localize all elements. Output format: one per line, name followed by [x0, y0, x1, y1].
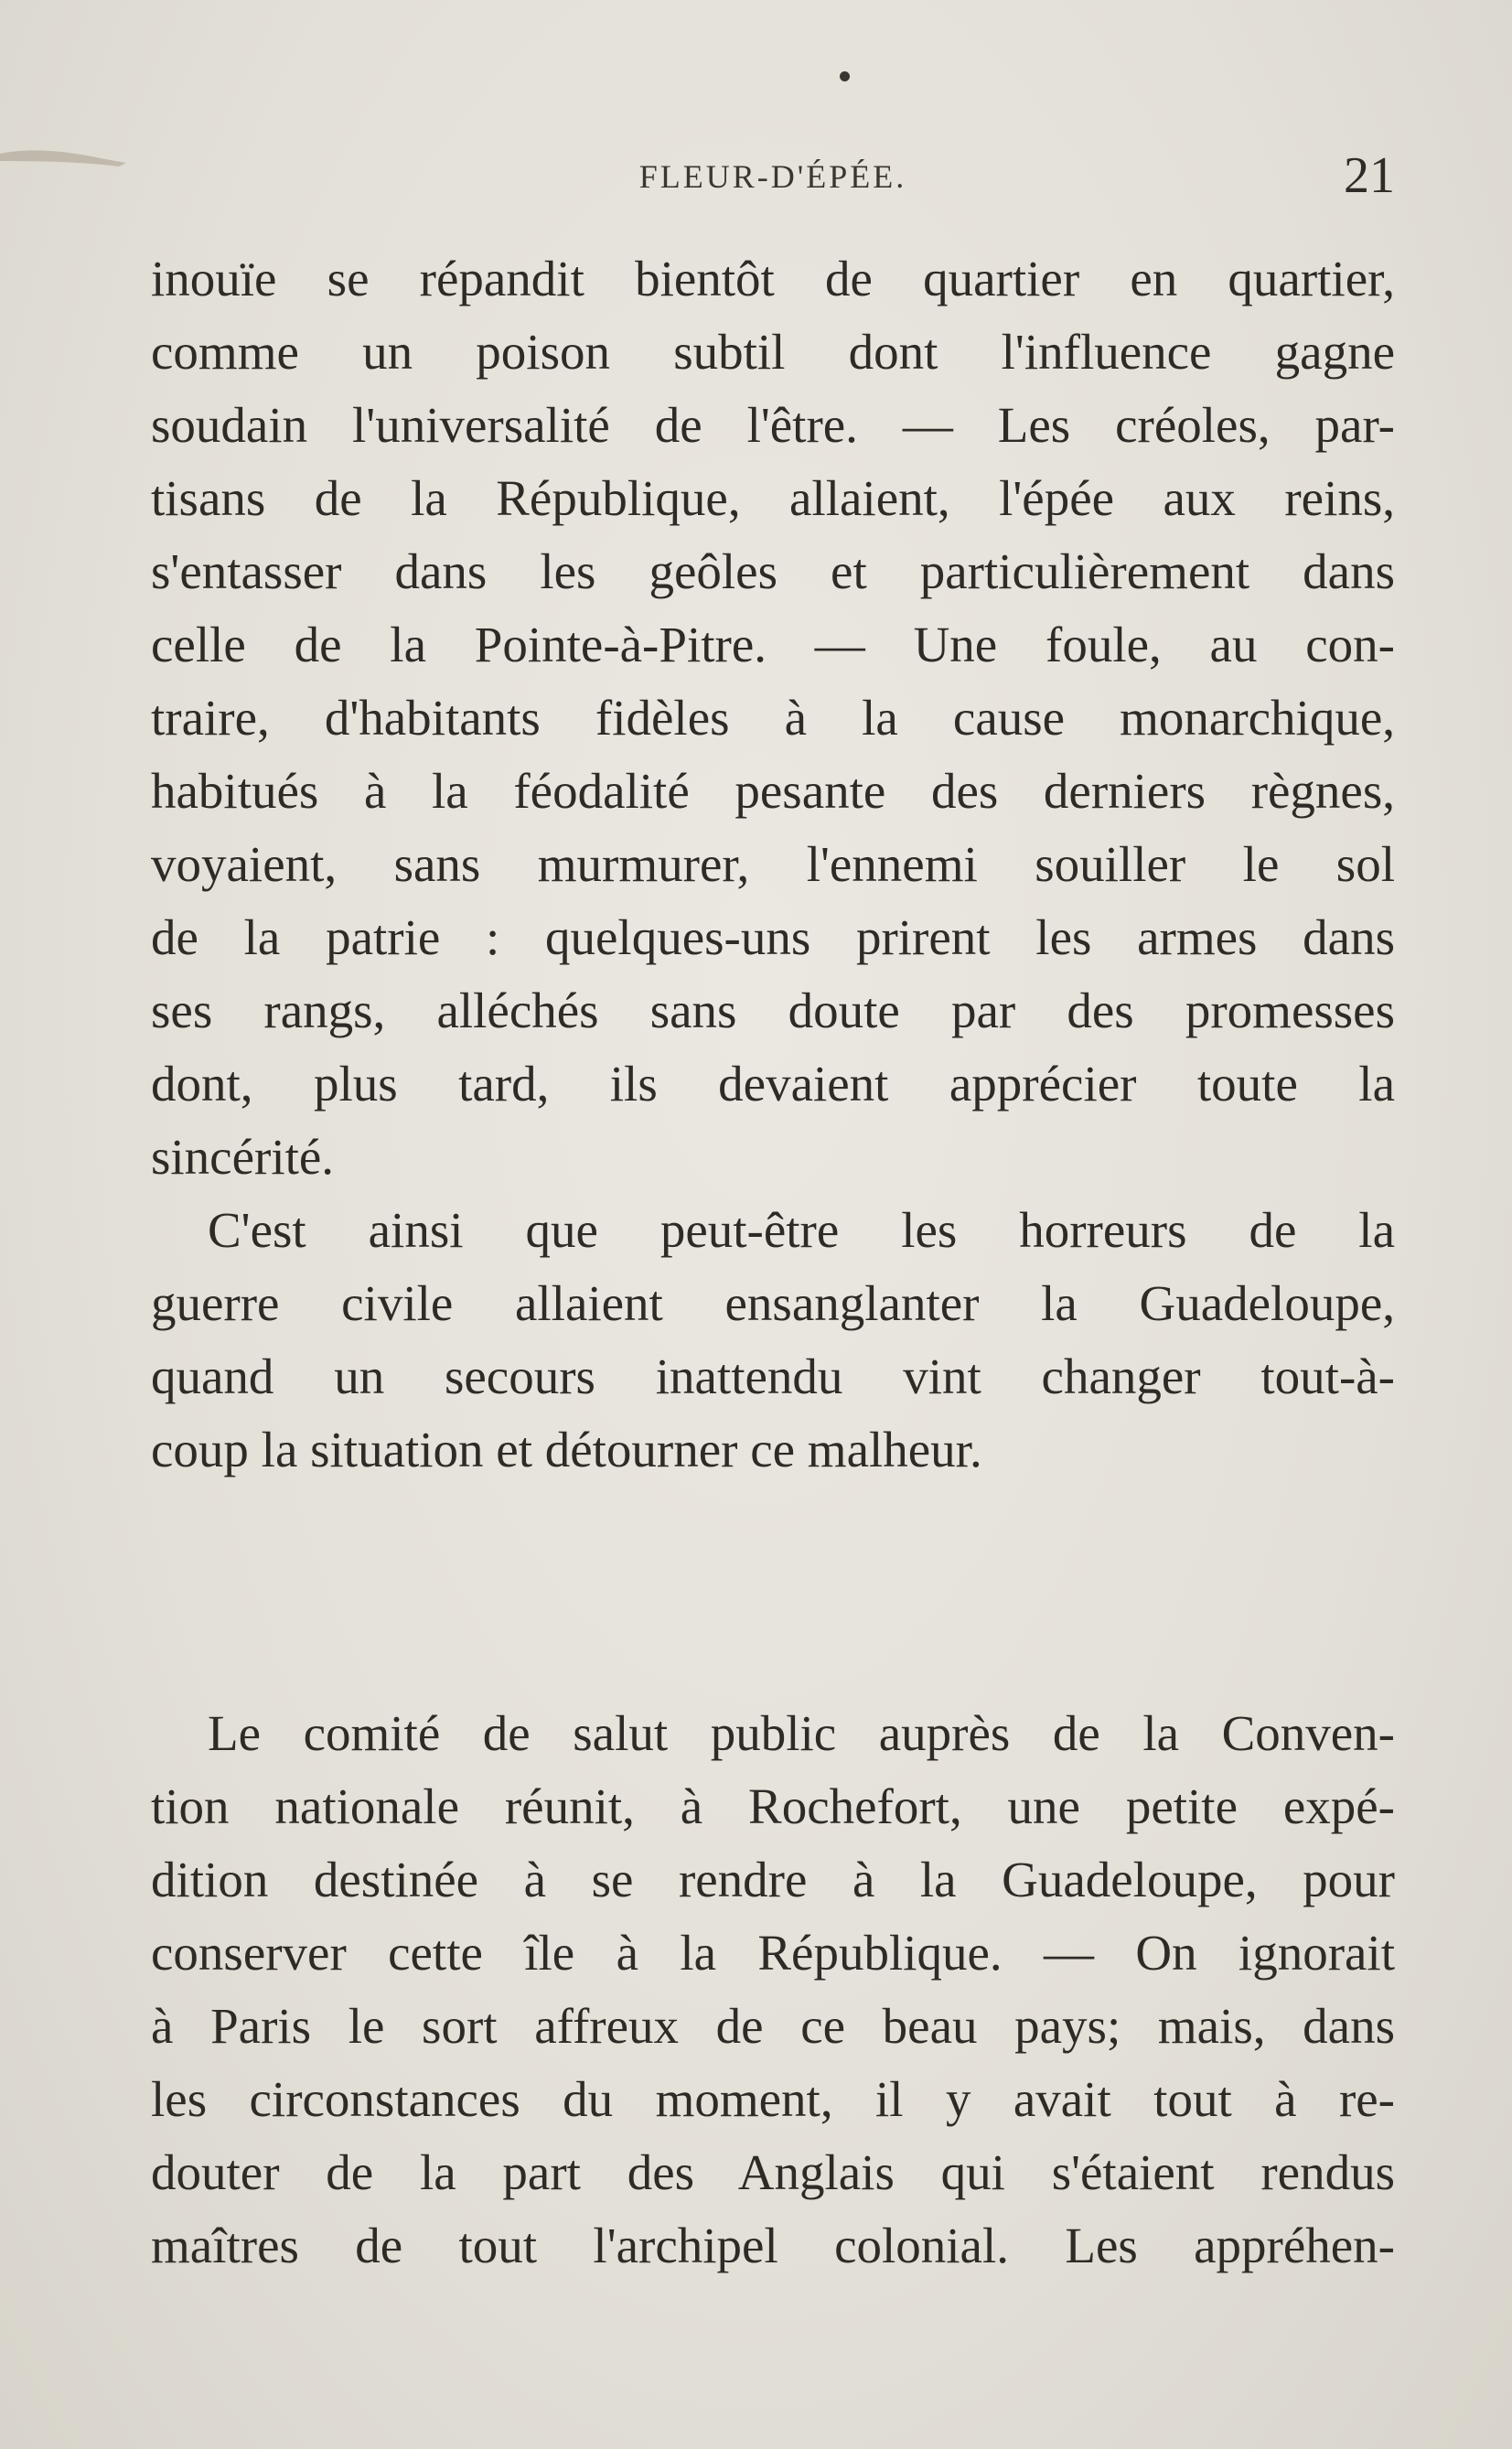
- text-line: traire, d'habitants fidèles à la cause monarchique,: [151, 690, 1395, 746]
- text-line: tisans de la République, allaient, l'épée aux reins,: [151, 470, 1395, 526]
- text-line: les circonstances du moment, il y avait tout à re-: [151, 2071, 1395, 2127]
- text-line: sincérité.: [151, 1129, 335, 1185]
- text-line: habitués à la féodalité pesante des derniers règnes,: [151, 763, 1395, 819]
- text-line: comme un poison subtil dont l'influence gagne: [151, 324, 1395, 380]
- paragraph: [151, 1194, 1395, 1487]
- page-number: 21: [1344, 147, 1395, 204]
- text-line: celle de la Pointe-à-Pitre. — Une foule, au con-: [151, 617, 1395, 672]
- text-line: tion nationale réunit, à Rochefort, une petite expé-: [151, 1778, 1395, 1834]
- lower-text-block: [151, 1697, 1395, 2283]
- text-line: quand un secours inattendu vint changer tout-à-: [151, 1348, 1395, 1404]
- text-line: dition destinée à se rendre à la Guadeloupe, pour: [151, 1852, 1395, 1907]
- text-line: soudain l'universalité de l'être. — Les créoles, par-: [151, 397, 1395, 453]
- text-line: inouïe se répandit bientôt de quartier en quartier,: [151, 251, 1395, 306]
- text-line: C'est ainsi que peut-être les horreurs de la: [208, 1202, 1395, 1258]
- text-line: s'entasser dans les geôles et particulièrement dans: [151, 543, 1395, 599]
- text-line: à Paris le sort affreux de ce beau pays; mais, dans: [151, 1998, 1395, 2054]
- text-line: coup la situation et détourner ce malheur.: [151, 1422, 982, 1477]
- text-line: de la patrie : quelques-uns prirent les armes dans: [151, 909, 1395, 965]
- upper-text-block: [151, 242, 1395, 1487]
- text-line: guerre civile allaient ensanglanter la Guadeloupe,: [151, 1275, 1395, 1331]
- running-title: FLEUR-D'ÉPÉE.: [638, 158, 907, 195]
- paragraph: [151, 1697, 1395, 2283]
- ink-smudge: [0, 145, 128, 168]
- text-line: voyaient, sans murmurer, l'ennemi souiller le sol: [151, 836, 1395, 892]
- text-line: dont, plus tard, ils devaient apprécier toute la: [151, 1056, 1395, 1112]
- text-line: maîtres de tout l'archipel colonial. Les appréhen-: [151, 2218, 1395, 2273]
- text-line: Le comité de salut public auprès de la Conven-: [208, 1705, 1395, 1761]
- ink-dot: [840, 71, 850, 81]
- paragraph: [151, 242, 1395, 1194]
- text-line: ses rangs, alléchés sans doute par des promesses: [151, 983, 1395, 1038]
- text-line: conserver cette île à la République. — On ignorait: [151, 1925, 1395, 1981]
- running-head: [151, 146, 1395, 204]
- text-line: douter de la part des Anglais qui s'étaient rendus: [151, 2144, 1395, 2200]
